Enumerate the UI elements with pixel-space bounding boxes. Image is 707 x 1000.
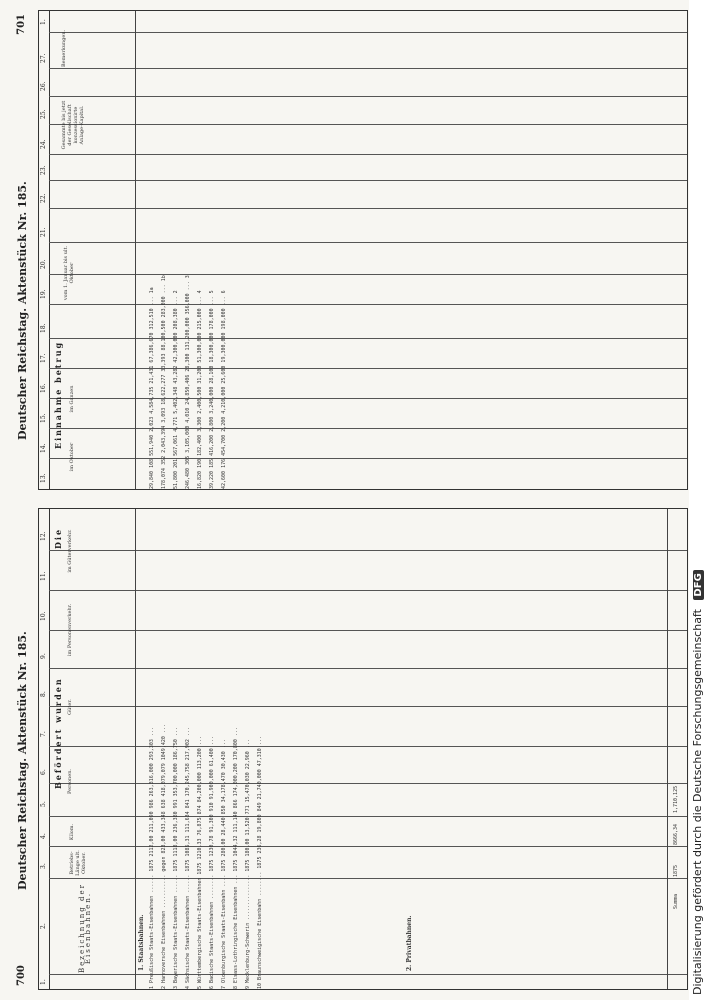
- table-row: 246,480 305 3,105,000 4,010 24,850,406 28,300 131,200,000 356,000 ... 3: [185, 275, 191, 489]
- colnum: 21.: [40, 227, 47, 237]
- colnum: 18.: [40, 323, 47, 333]
- table-row: 2 Hannoversche Eisenbahnen ........... gegen 823,00 433,348 638 418,079,079 1049,420 ...: [161, 724, 167, 989]
- colnum: 5.: [40, 801, 47, 807]
- colnum: 16.: [40, 383, 47, 393]
- heading-einnahme: Einnahme betrug: [53, 340, 63, 449]
- colnum: 27.: [40, 53, 47, 63]
- colnum: 14.: [40, 443, 47, 453]
- colnum: 9.: [40, 653, 47, 659]
- heading-bezeichnung: Bezeichnung der Eisenbahnen.: [78, 883, 92, 973]
- table-row: 29,840 108 551,940 2,023 4,584,735 21,431 67,386,670 312,510 ... 1a: [149, 287, 155, 489]
- right-table-body: [137, 11, 687, 489]
- table-row: 5 Württembergische Staats-Eisenbahnen 1875 1210,33 76,875 874 84,200,000 113,200 ...: [197, 736, 203, 989]
- heading-betriebslaenge: Betriebs-Länge ult. Oktober.: [69, 850, 87, 876]
- colnum: 19.: [40, 289, 47, 299]
- colnum: 6.: [40, 769, 47, 775]
- heading-die: Die: [53, 527, 63, 549]
- heading-personenverkehr: im Personenverkehr.: [67, 603, 73, 657]
- right-column-numbers: [39, 11, 50, 489]
- summe-persons: 1,710,125: [673, 785, 679, 813]
- colnum: 1.: [40, 979, 47, 985]
- right-page-header: Deutscher Reichstag. Aktenstück Nr. 185.: [16, 181, 29, 440]
- heading-kilom: Kilom.: [69, 823, 75, 841]
- heading-personen: Personen.: [67, 768, 73, 795]
- colnum: 3.: [40, 863, 47, 869]
- colnum: 20.: [40, 259, 47, 269]
- colnum: 22.: [40, 193, 47, 203]
- colnum: 23.: [40, 165, 47, 175]
- dfg-banner-text: Digitalisierung gefördert durch die Deutsche Forschungsgemeinschaft: [691, 609, 704, 995]
- summe-length: 8666,34: [673, 823, 679, 845]
- heading-gesammte: Gesammte bis jetzt der Gesellschaft konzessionirte Anlage-Kapital.: [61, 100, 85, 150]
- table-row: 10 Braunschweigische Eisenbahn ........ 1875 236,28 19,800 849 21,740,000 47,310 ...: [257, 736, 263, 989]
- section-staatsbahnen: 1. Staatsbahnen.: [138, 914, 145, 971]
- table-row: 16,820 190 182,400 3,300 2,400,500 31,200 51,300,000 215,000 ... 4: [197, 290, 203, 489]
- section-privatbahnen: 2. Privatbahnen.: [406, 915, 413, 971]
- colnum: 25.: [40, 109, 47, 119]
- left-page-number: 700: [16, 965, 27, 986]
- table-row: 3 Bayerische Staats-Eisenbahnen ...... 1875 1118,00 236,380 991 353,700,000 186,750 ...: [173, 727, 179, 989]
- dfg-banner: [689, 0, 707, 1000]
- left-column-numbers: [39, 509, 50, 989]
- right-table: [38, 10, 688, 490]
- table-row: 42,600 176 454,700 2,200 4,210,000 25,600 19,300,000 198,000 ... 6: [221, 290, 227, 489]
- colnum: 4.: [40, 833, 47, 839]
- table-row: 8 Elsass-Lothringische Eisenbahnen ... 1875 1044,32 111,140 866 174,000,200 170,800 ...: [233, 727, 239, 989]
- table-row: 39,220 185 416,200 2,800 3,240,000 28,100 18,300,000 178,000 ... 5: [209, 290, 215, 489]
- colnum: 8.: [40, 691, 47, 697]
- colnum: 24.: [40, 139, 47, 149]
- colnum: 15.: [40, 413, 47, 423]
- heading-gueter: Güter.: [67, 699, 73, 715]
- table-row: 1 Preußische Staats-Eisenbahnen ...... 1875 2112,00 211,090 986 263,316,000 293,303 ...: [149, 727, 155, 989]
- left-page-header: Deutscher Reichstag. Aktenstück Nr. 185.: [16, 631, 29, 890]
- colnum: 13.: [40, 473, 47, 483]
- heading-im-ganzen: im Ganzen: [69, 385, 75, 413]
- heading-im-oktober: im Oktober: [69, 442, 75, 472]
- table-row: 6 Badische Staats-Eisenbahnen ........ 1875 1230,78 91,300 910 91,900,000 61,400 ...: [209, 736, 215, 989]
- dfg-logo: DFG: [693, 570, 704, 599]
- heading-gueterverkehr: im Güterverkehr.: [67, 529, 73, 573]
- heading-vom-1-januar: vom 1. Januar bis ult. Oktober: [63, 245, 75, 301]
- colnum: 2.: [40, 923, 47, 929]
- table-row: 9 Mecklenburg-Schwerin ............... 1875 180,00 13,520 771 15,470,030 22,960 ...: [245, 739, 251, 989]
- table-row: 178,074 352 2,043,394 3,093 18,622,277 33,393 88,100,500 283,000 ... 1b: [161, 275, 167, 489]
- summe-label: Summa: [673, 893, 679, 909]
- heading-befoerdert: Befördert wurden: [53, 677, 63, 789]
- table-row: 51,800 201 567,061 4,771 5,402,348 43,282 42,300,000 208,380 ... 2: [173, 290, 179, 489]
- colnum: 26.: [40, 81, 47, 91]
- colnum: 7.: [40, 731, 47, 737]
- colnum: 1.: [40, 19, 47, 25]
- right-page-number: 701: [16, 14, 27, 35]
- heading-bemerkungen: Bemerkungen.: [61, 29, 67, 67]
- left-table: [38, 508, 688, 990]
- left-table-body: [137, 509, 687, 989]
- colnum: 10.: [40, 611, 47, 621]
- colnum: 12.: [40, 531, 47, 541]
- table-row: 4 Sächsische Staats-Eisenbahnen ...... 1875 1085,31 111,634 841 170,245,758 217,902 ...: [185, 727, 191, 989]
- colnum: 11.: [40, 571, 47, 581]
- running-header: [16, 0, 36, 1000]
- colnum: 17.: [40, 353, 47, 363]
- summe-row: [673, 509, 679, 989]
- summe-year: 1875: [673, 864, 679, 877]
- table-row: 7 Oldenburgische Staats-Eisenbahn .... 1875 280,00 28,440 850 34,178,470 30,430 ...: [221, 739, 227, 989]
